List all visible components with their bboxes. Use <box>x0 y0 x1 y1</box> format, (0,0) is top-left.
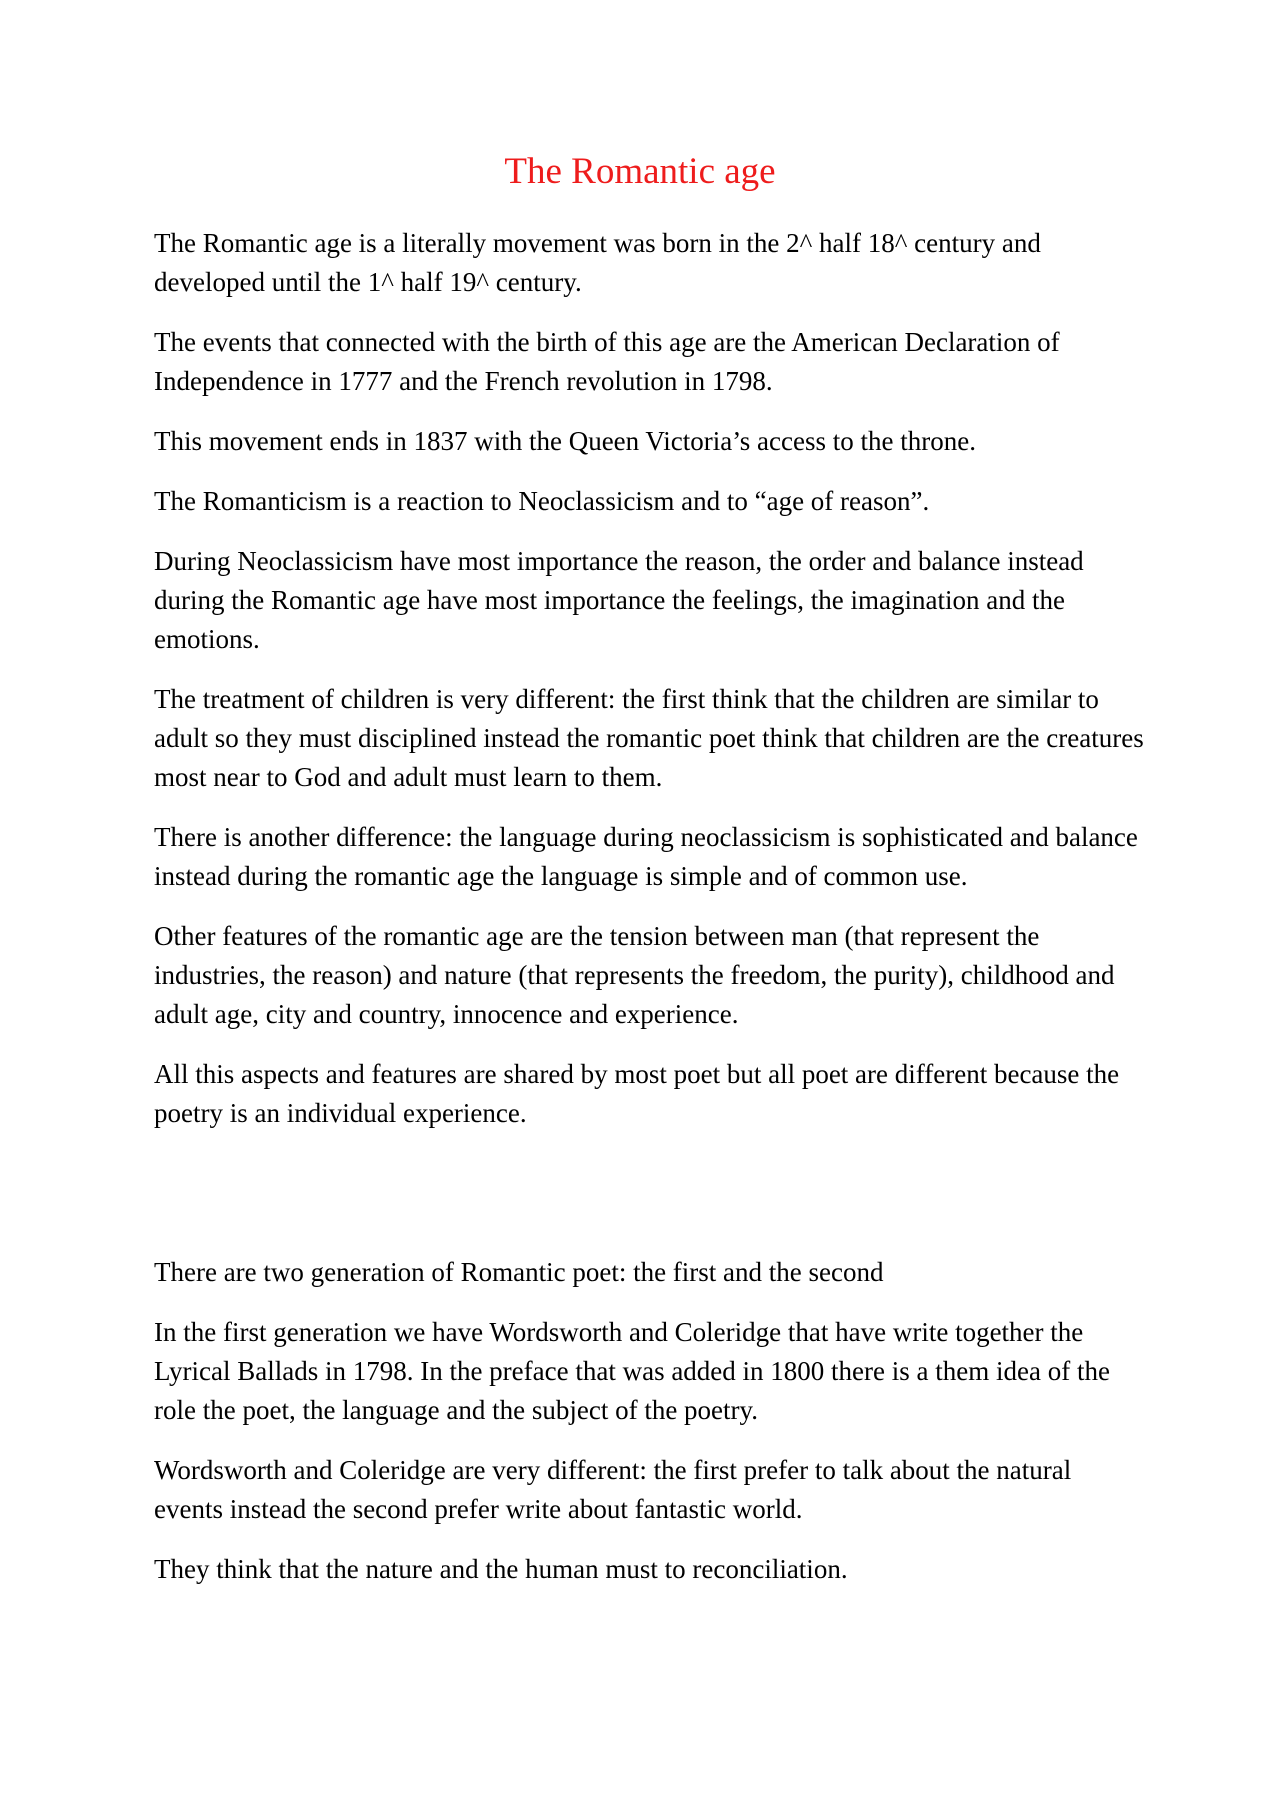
paragraph-9: All this aspects and features are shared by most poet but all poet are different because the poetry is an individual experience. <box>154 1059 1120 1128</box>
paragraph-6: The treatment of children is very different: the first think that the children are similar to adult so they must disciplined instead the romantic poet think that children are the creatures most near to God and adult must learn to them. <box>154 684 1144 792</box>
paragraph-13: They think that the nature and the human must to reconciliation. <box>154 1554 848 1584</box>
paragraph-3: This movement ends in 1837 with the Queen Victoria’s access to the throne. <box>154 426 976 456</box>
paragraph-7: There is another difference: the language during neoclassicism is sophisticated and balance instead during the romantic age the language is simple and of common use. <box>154 822 1138 891</box>
paragraph-11: In the first generation we have Wordsworth and Coleridge that have write together the Lyrical Ballads in 1798. In the preface that was added in 1800 there is a them idea of the role the poet, the language and the subject of the poetry. <box>154 1317 1110 1425</box>
paragraph-10: There are two generation of Romantic poet: the first and the second <box>154 1257 884 1287</box>
document-title: The Romantic age <box>504 151 776 192</box>
paragraph-12: Wordsworth and Coleridge are very different: the first prefer to talk about the natural events instead the second prefer write about fantastic world. <box>154 1455 1072 1524</box>
paragraph-8: Other features of the romantic age are the tension between man (that represent the industries, the reason) and nature (that represents the freedom, the purity), childhood and adult age, city and country, innocence and experience. <box>154 921 1115 1029</box>
paragraph-1: The Romantic age is a literally movement was born in the 2^ half 18^ century and developed until the 1^ half 19^ century. <box>154 228 1041 297</box>
paragraph-2: The events that connected with the birth of this age are the American Declaration of Independence in 1777 and the French revolution in 1798. <box>154 327 1060 396</box>
paragraph-5: During Neoclassicism have most importance the reason, the order and balance instead during the Romantic age have most importance the feelings, the imagination and the emotions. <box>154 546 1084 654</box>
document-body <box>154 224 1144 1610</box>
paragraph-4: The Romanticism is a reaction to Neoclassicism and to “age of reason”. <box>154 486 930 516</box>
